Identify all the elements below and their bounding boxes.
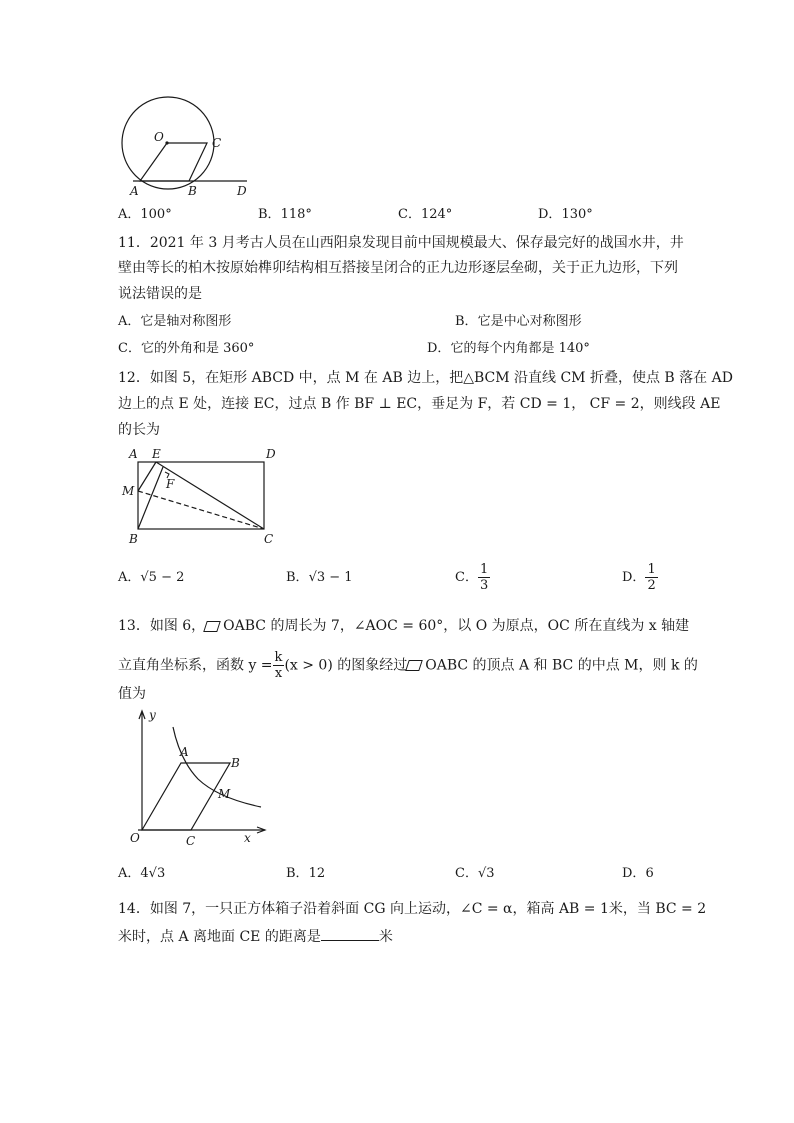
parallelogram-symbol-icon bbox=[405, 660, 423, 671]
q13-parallelogram-oabc bbox=[142, 763, 230, 830]
q10-label-b: B bbox=[188, 184, 197, 198]
q12-segment-ec bbox=[156, 462, 264, 529]
q12-segment-bf bbox=[138, 467, 163, 529]
q12-text-line-2: 边上的点 E 处，连接 EC，过点 B 作 BF ⊥ EC，垂足为 F，若 CD = 1， CF = 2，则线段 AE bbox=[118, 396, 721, 412]
q12-label-f: F bbox=[166, 477, 175, 491]
q12-text-line-1: 12．如图 5，在矩形 ABCD 中，点 M 在 AB 边上，把△BCM 沿直线 CM 折叠，使点 B 落在 AD bbox=[118, 370, 733, 386]
q13-figure bbox=[118, 705, 273, 850]
q10-label-o: O bbox=[154, 130, 164, 144]
q12-label-b: B bbox=[129, 532, 138, 546]
q13-label-o: O bbox=[130, 831, 140, 845]
q13-label-b: B bbox=[231, 756, 240, 770]
parallelogram-symbol-icon bbox=[203, 621, 221, 632]
q11-text-line-1: 11．2021 年 3 月考古人员在山西阳泉发现目前中国规模最大、保存最完好的战国水井，井 bbox=[118, 235, 684, 251]
q12-option-b: B．√3 − 1 bbox=[286, 570, 353, 585]
q10-figure bbox=[115, 95, 260, 200]
q10-parallelogram bbox=[140, 143, 207, 181]
q13-option-b: B．12 bbox=[286, 866, 326, 881]
q13-text-line-1: 13．如图 6， OABC 的周长为 7，∠AOC = 60°，以 O 为原点，OC 所在直线为 x 轴建 bbox=[118, 618, 690, 634]
q14-text-line-1: 14．如图 7，一只正方体箱子沿着斜面 CG 向上运动，∠C = α，箱高 AB = 1米，当 BC = 2 bbox=[118, 901, 707, 917]
q13-label-c: C bbox=[186, 834, 196, 848]
q12-option-d-fraction: $\frac{1}{2}$ bbox=[647, 562, 656, 593]
q12-figure bbox=[118, 443, 283, 548]
q11-option-d: D．它的每个内角都是 140° bbox=[427, 341, 590, 356]
q12-label-c: C bbox=[264, 532, 274, 546]
q11-option-c: C．它的外角和是 360° bbox=[118, 341, 255, 356]
q13-label-a: A bbox=[180, 745, 189, 759]
q12-option-c: C． $\frac{1}{3}$ bbox=[455, 562, 489, 593]
q13-hyperbola-curve bbox=[173, 727, 261, 807]
q12-label-e: E bbox=[152, 447, 161, 461]
q12-option-c-fraction: $\frac{1}{3}$ bbox=[479, 562, 489, 593]
q13-text-line-3: 值为 bbox=[118, 686, 146, 702]
q14-text-line-2: 米时，点 A 离地面 CE 的距离是 米 bbox=[118, 926, 393, 947]
q10-option-d: D．130° bbox=[538, 207, 593, 222]
q10-label-c: C bbox=[212, 136, 222, 150]
q12-option-d: D． $\frac{1}{2}$ bbox=[622, 562, 656, 593]
q11-text-line-3: 说法错误的是 bbox=[118, 286, 202, 302]
q12-rectangle-abcd bbox=[138, 462, 264, 529]
q12-label-m: M bbox=[122, 484, 135, 498]
q10-label-a: A bbox=[130, 184, 139, 198]
q12-text-line-3: 的长为 bbox=[118, 422, 160, 438]
q13-option-d: D．6 bbox=[622, 866, 654, 881]
q13-text-line-2: 立直角坐标系，函数 y = $\frac{k}{x}$ (x > 0) 的图象经过 OABC 的顶点 A 和 BC 的中点 M，则 k 的 bbox=[118, 650, 698, 681]
q13-option-c: C．√3 bbox=[455, 866, 495, 881]
q14-answer-blank[interactable] bbox=[321, 926, 379, 941]
q12-segment-me bbox=[138, 462, 156, 491]
q12-option-a: A．√5 − 2 bbox=[118, 570, 185, 585]
q13-option-a: A．4√3 bbox=[118, 866, 166, 881]
q12-segment-mc-dashed bbox=[138, 491, 264, 529]
q12-label-a: A bbox=[129, 447, 138, 461]
q13-label-y: y bbox=[149, 708, 156, 722]
q10-option-c: C．124° bbox=[398, 207, 453, 222]
q13-label-m: M bbox=[218, 787, 231, 801]
q11-text-line-2: 壁由等长的柏木按原始榫卯结构相互搭接呈闭合的正九边形逐层垒砌，关于正九边形，下列 bbox=[118, 260, 678, 276]
q10-center-dot bbox=[165, 141, 168, 144]
q10-option-a: A．100° bbox=[118, 207, 172, 222]
q10-option-b: B．118° bbox=[258, 207, 312, 222]
q13-k-over-x-fraction: $\frac{k}{x}$ bbox=[274, 650, 283, 681]
q13-label-x: x bbox=[244, 831, 251, 845]
q12-label-d: D bbox=[266, 447, 276, 461]
q11-option-a: A．它是轴对称图形 bbox=[118, 314, 232, 329]
q11-option-b: B．它是中心对称图形 bbox=[455, 314, 582, 329]
q10-label-d: D bbox=[237, 184, 247, 198]
